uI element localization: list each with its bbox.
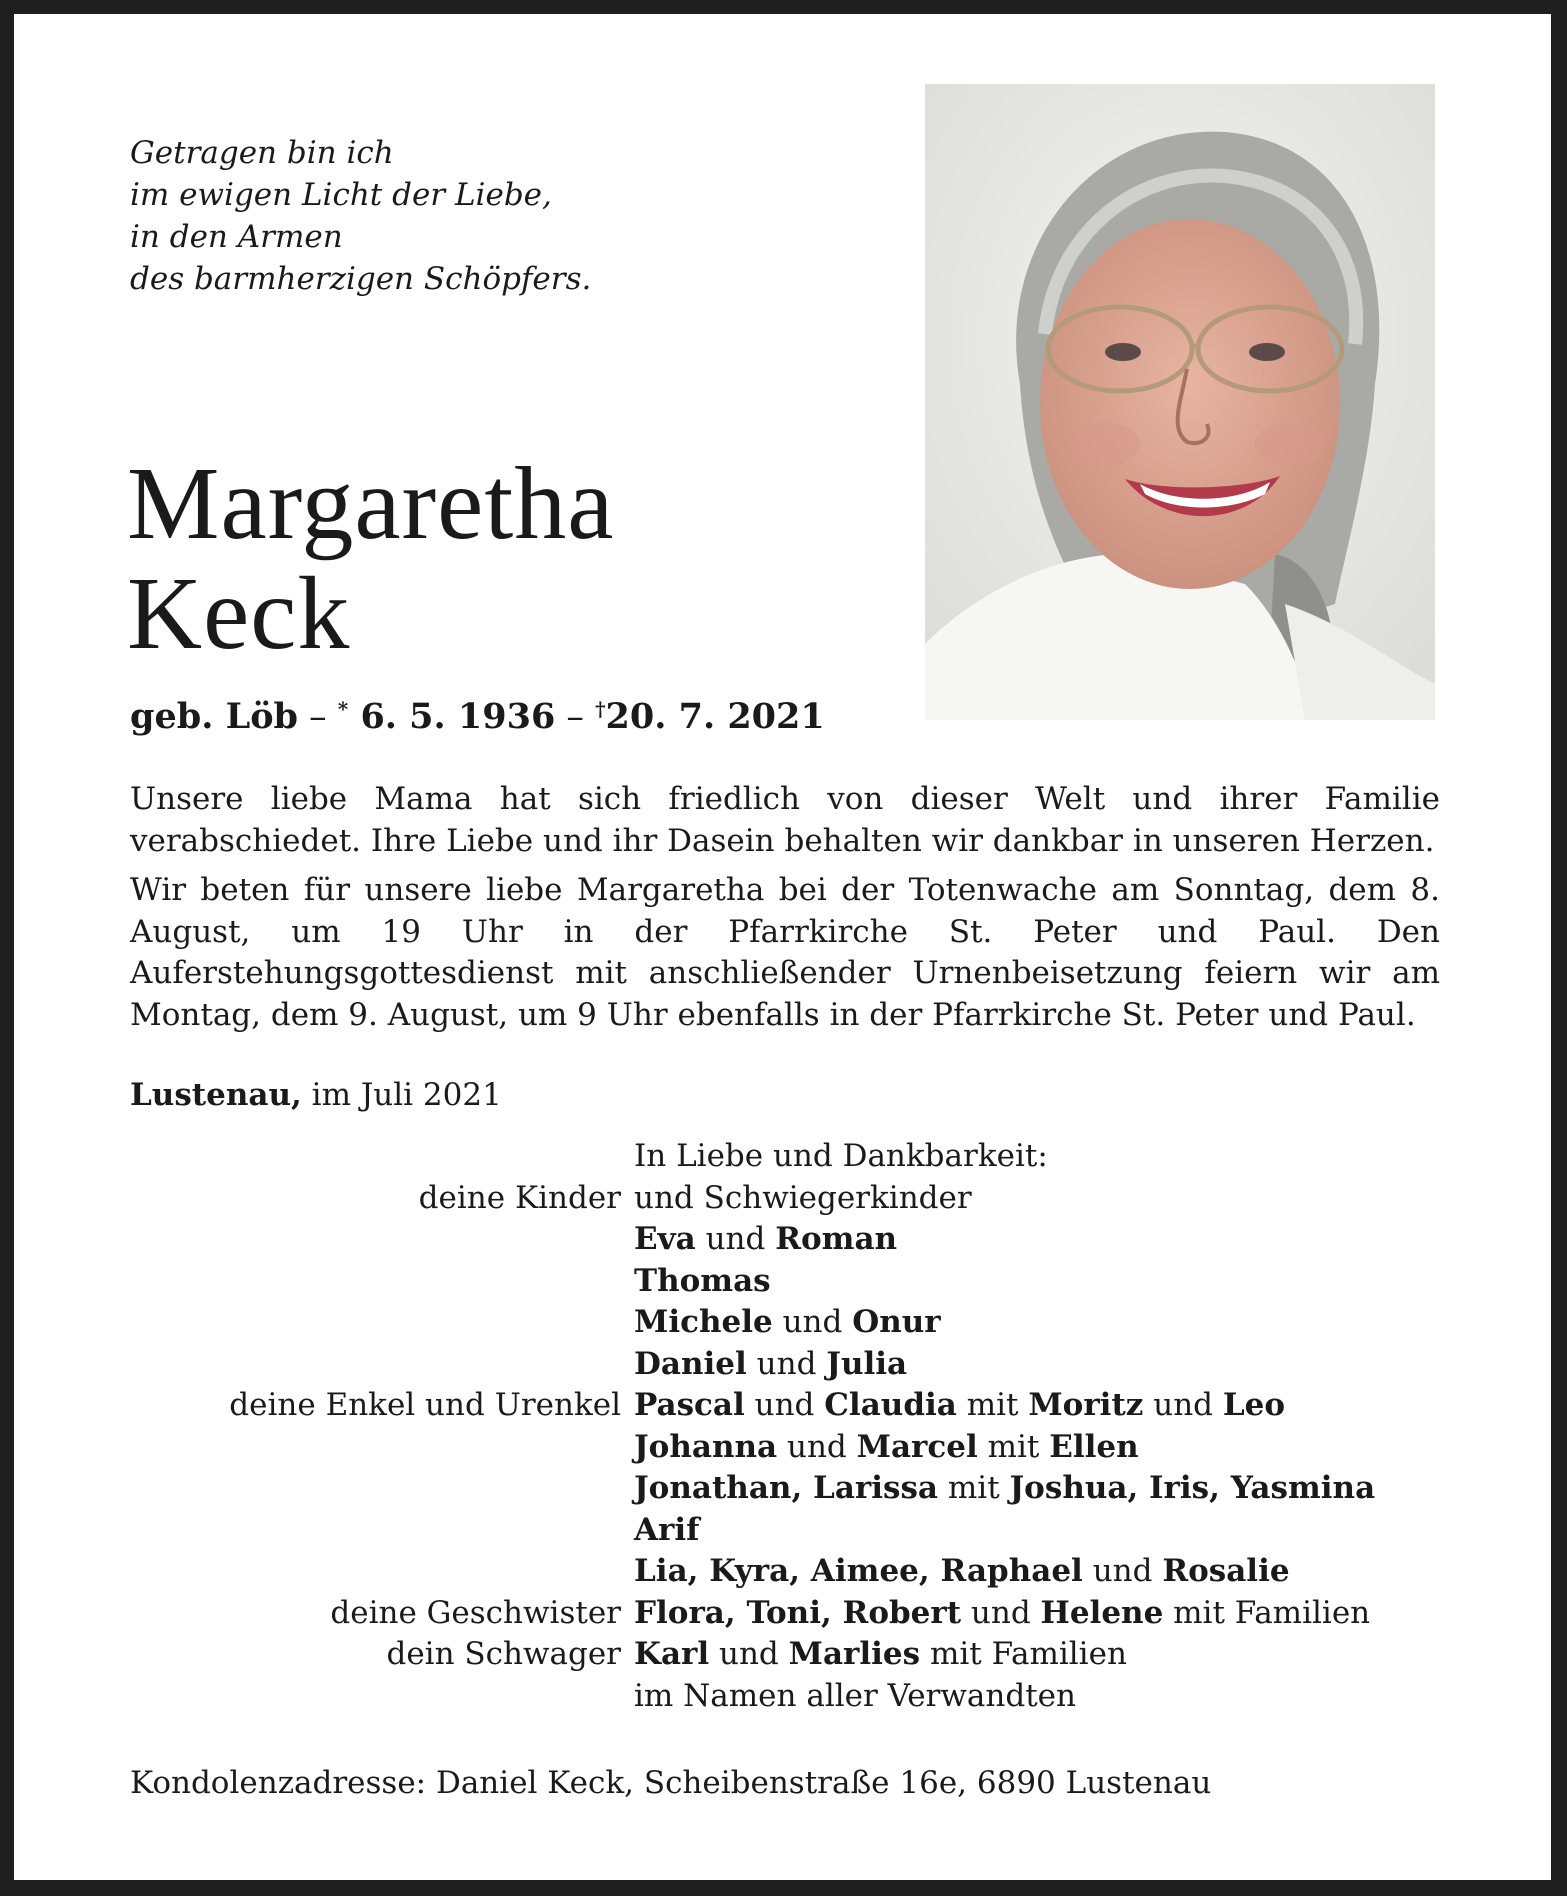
signers-closing: im Namen aller Verwandten: [634, 1677, 1076, 1714]
place-date-text: im Juli 2021: [311, 1077, 502, 1113]
connector-text: und: [709, 1636, 789, 1672]
grandchildren-row-names: [634, 1551, 1290, 1593]
person-name: Pascal: [634, 1387, 745, 1423]
born-name: geb. Löb: [130, 696, 299, 737]
connector-text: und: [1143, 1387, 1223, 1423]
inlaw-label: dein Schwager: [386, 1636, 621, 1672]
grandchildren-row: [14, 1385, 1551, 1427]
deceased-name: [127, 446, 615, 671]
children-row-names: [634, 1302, 941, 1344]
grandchildren-row-names: [634, 1427, 1139, 1469]
person-name: Arif: [634, 1511, 700, 1548]
person-name: Jonathan, Larissa: [634, 1470, 939, 1506]
person-name: Rosalie: [1162, 1553, 1290, 1589]
poem-line: Getragen bin ich: [130, 135, 394, 171]
children-row-names: [634, 1344, 907, 1386]
paragraph: Unsere liebe Mama hat sich friedlich von dieser Welt und ihrer Familie verabschiedet. Ihre Liebe und ihr Dasein behalten wir dankbar in unseren Herzen.: [130, 781, 1440, 859]
poem-line: im ewigen Licht der Liebe,: [130, 177, 552, 213]
children-row-names: [634, 1261, 771, 1303]
inlaw-row: [14, 1634, 1551, 1676]
person-name: Helene: [1040, 1594, 1164, 1631]
connector-text: und: [744, 1387, 825, 1423]
person-name: Moritz: [1028, 1387, 1144, 1423]
grandchildren-row: [14, 1510, 1551, 1552]
place-date: [130, 1074, 502, 1116]
connector-text: mit Familien: [920, 1636, 1127, 1672]
connector-text: und: [746, 1345, 827, 1382]
first-name: Margaretha: [127, 446, 615, 561]
poem-line: des barmherzigen Schöpfers.: [130, 261, 592, 297]
grandchildren-row-names: [634, 1468, 1375, 1510]
signers-list: [14, 1136, 1551, 1717]
person-name: Joshua, Iris, Yasmina: [1009, 1470, 1376, 1506]
person-name: Lia, Kyra, Aimee, Raphael: [634, 1553, 1083, 1589]
person-name: Marlies: [788, 1636, 921, 1672]
connector-text: und: [772, 1304, 853, 1340]
grandchildren-row: [14, 1427, 1551, 1469]
poem: [130, 132, 591, 300]
grandchildren-row: [14, 1468, 1551, 1510]
announcement-text: [130, 779, 1440, 1044]
portrait-photo: [925, 84, 1435, 720]
birth-symbol: *: [337, 697, 349, 721]
person-name: Daniel: [634, 1345, 747, 1382]
connector-text: und: [1082, 1553, 1163, 1589]
grandchildren-row: [14, 1551, 1551, 1593]
person-name: Michele: [634, 1304, 773, 1340]
person-name: Leo: [1222, 1387, 1286, 1423]
connector-text: mit: [977, 1428, 1050, 1465]
poem-line: in den Armen: [130, 219, 343, 255]
person-name: Onur: [852, 1304, 941, 1340]
person-name: Claudia: [824, 1387, 957, 1423]
person-name: Eva: [634, 1221, 696, 1257]
place-city: Lustenau,: [130, 1077, 302, 1113]
connector-text: mit Familien: [1163, 1594, 1371, 1631]
grandchildren-row-names: [634, 1510, 700, 1552]
children-row: [14, 1302, 1551, 1344]
children-row: [14, 1219, 1551, 1261]
siblings-label: deine Geschwister: [330, 1594, 621, 1631]
grandchildren-row-names: [634, 1385, 1285, 1427]
person-name: Marcel: [856, 1428, 978, 1465]
birth-date: 6. 5. 1936: [360, 696, 556, 737]
connector-text: mit: [938, 1470, 1010, 1506]
death-date: 20. 7. 2021: [605, 696, 825, 737]
person-name: Ellen: [1049, 1428, 1139, 1465]
children-row: [14, 1344, 1551, 1386]
obituary-card: [14, 14, 1551, 1880]
connector-text: und: [777, 1428, 857, 1465]
person-name: Flora, Toni, Robert: [634, 1594, 962, 1631]
paragraph: Wir beten für unsere liebe Margaretha bei der Totenwache am Sonntag, dem 8. August, um 19 Uhr in der Pfarrkirche St. Peter und Paul. Den Auferstehungsgottesdienst mit anschließender Urnenbeisetzung feiern wir am Montag, dem 9. August, um 9 Uhr ebenfalls in der Pfarrkirche St. Peter und Paul.: [130, 872, 1440, 1033]
condolence-address: Kondolenzadresse: Daniel Keck, Scheibenstraße 16e, 6890 Lustenau: [130, 1765, 1212, 1801]
siblings-row: [14, 1593, 1551, 1635]
grandchildren-label: deine Enkel und Urenkel: [229, 1387, 621, 1423]
children-intro: und Schwiegerkinder: [634, 1179, 972, 1216]
person-name: Julia: [826, 1345, 908, 1382]
inlaw-row-names: [634, 1634, 1127, 1676]
siblings-row-names: [634, 1593, 1370, 1635]
person-name: Thomas: [634, 1262, 771, 1299]
person-name: Karl: [634, 1636, 710, 1672]
children-row: [14, 1261, 1551, 1303]
last-name: Keck: [127, 556, 351, 671]
person-name: Roman: [775, 1221, 898, 1257]
signers-intro: In Liebe und Dankbarkeit:: [634, 1138, 1048, 1174]
death-symbol: †: [595, 697, 606, 721]
portrait-image: [925, 84, 1435, 720]
children-label: deine Kinder: [418, 1179, 621, 1216]
children-row-names: [634, 1219, 897, 1261]
connector-text: und: [695, 1221, 776, 1257]
person-name: Johanna: [634, 1428, 778, 1465]
connector-text: und: [961, 1594, 1041, 1631]
life-dates: geb. Löb – * 6. 5. 1936 – †20. 7. 2021: [130, 696, 825, 737]
connector-text: mit: [956, 1387, 1029, 1423]
